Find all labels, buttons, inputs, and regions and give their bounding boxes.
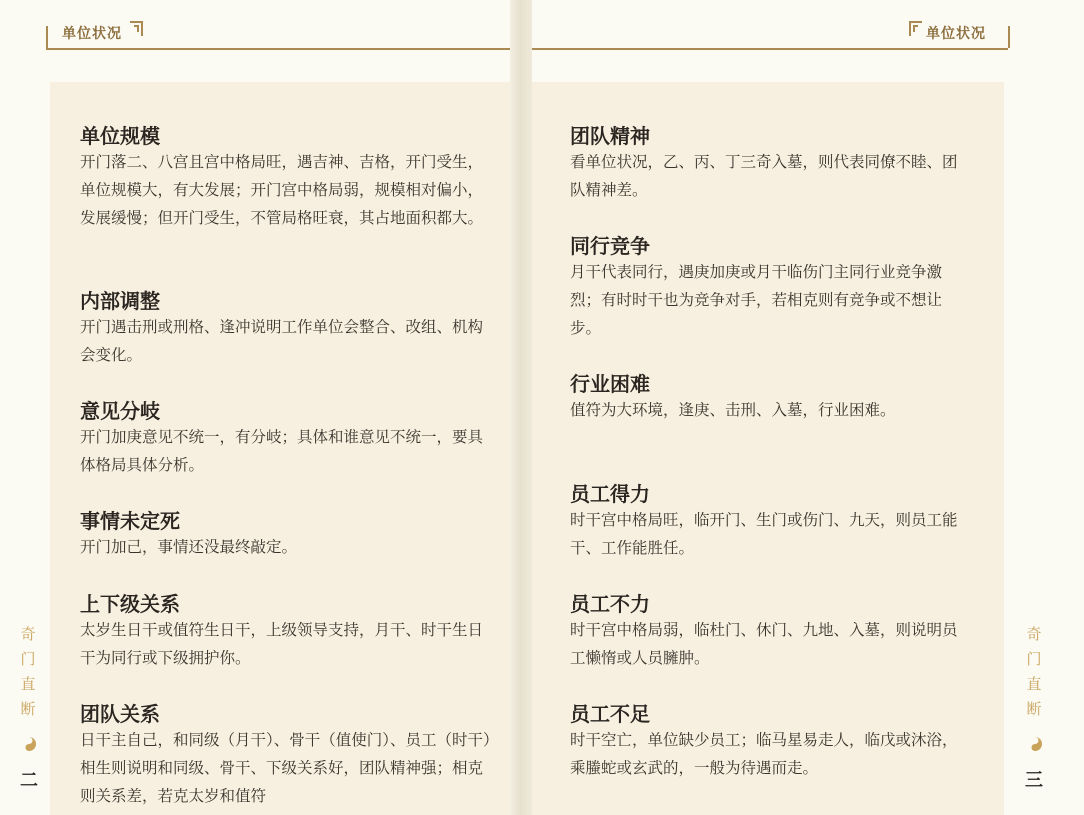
side-char: 门 <box>20 650 36 668</box>
section-title: 团队精神 <box>570 124 650 148</box>
header-line-left <box>46 48 510 50</box>
section-body: 时干宫中格局弱，临杜门、休门、九地、入墓，则说明员工懒惰或人员臃肿。 <box>570 621 958 667</box>
yin-yang-icon <box>1027 736 1043 752</box>
section-title: 同行竞争 <box>570 234 650 258</box>
side-char: 奇 <box>20 625 36 643</box>
page-number-right: 三 <box>1025 770 1043 791</box>
section-title: 事情未定死 <box>80 509 180 533</box>
yin-yang-icon <box>21 736 37 752</box>
section-title: 上下级关系 <box>80 592 180 616</box>
section-body: 日干主自己，和同级（月干）、骨干（值使门）、员工（时干）相生则说明和同级、骨干、下级关系好，团队精神强；相克则关系差，若克太岁和值符 <box>80 731 491 805</box>
section-body: 月干代表同行，遇庚加庚或月干临伤门主同行业竞争激烈；有时时干也为竞争对手，若相克则有竞争或不想让步。 <box>570 263 943 337</box>
section-title: 员工不足 <box>570 702 650 726</box>
header-title-right: 单位状况 <box>926 26 986 42</box>
section-title: 单位规模 <box>80 124 160 148</box>
section-title: 团队关系 <box>80 702 160 726</box>
section-body: 开门加己，事情还没最终敲定。 <box>80 538 298 556</box>
section-body: 值符为大环境，逢庚、击刑、入墓，行业困难。 <box>570 401 896 419</box>
section-body: 开门落二、八宫且宫中格局旺，遇吉神、吉格，开门受生，单位规模大，有大发展；开门宫中格局弱，规模相对偏小，发展缓慢；但开门受生，不管局格旺衰，其占地面积都大。 <box>80 153 484 227</box>
section-body: 时干空亡，单位缺少员工；临马星易走人，临戊或沐浴，乘螣蛇或玄武的，一般为待遇而走。 <box>570 731 958 777</box>
book-gutter <box>510 0 532 815</box>
header-corner-right <box>1000 26 1010 48</box>
header-title-left: 单位状况 <box>62 26 122 42</box>
section-title: 员工得力 <box>570 482 650 506</box>
header-ornament-left <box>128 20 146 40</box>
section-title: 员工不力 <box>570 592 650 616</box>
side-label-right <box>1024 622 1044 722</box>
section-title: 行业困难 <box>570 372 650 396</box>
header-ornament-right <box>906 20 924 40</box>
section-body: 看单位状况，乙、丙、丁三奇入墓，则代表同僚不睦、团队精神差。 <box>570 153 958 199</box>
section-body: 太岁生日干或值符生日干，上级领导支持，月干、时干生日干为同行或下级拥护你。 <box>80 621 484 667</box>
side-char: 断 <box>20 700 36 718</box>
section-title: 意见分岐 <box>80 399 160 423</box>
header-line-right <box>532 48 1008 50</box>
header-corner-left <box>46 26 56 48</box>
side-char: 奇 <box>1026 625 1042 643</box>
side-char: 门 <box>1026 650 1042 668</box>
section-body: 开门遇击刑或刑格、逢冲说明工作单位会整合、改组、机构会变化。 <box>80 318 484 364</box>
section-body: 开门加庚意见不统一，有分岐；具体和谁意见不统一，要具体格局具体分析。 <box>80 428 484 474</box>
side-char: 断 <box>1026 700 1042 718</box>
side-label-left <box>18 622 38 722</box>
page-number-left: 二 <box>20 770 38 791</box>
side-char: 直 <box>1026 675 1042 693</box>
section-title: 内部调整 <box>80 289 160 313</box>
section-body: 时干宫中格局旺，临开门、生门或伤门、九天，则员工能干、工作能胜任。 <box>570 511 958 557</box>
side-char: 直 <box>20 675 36 693</box>
